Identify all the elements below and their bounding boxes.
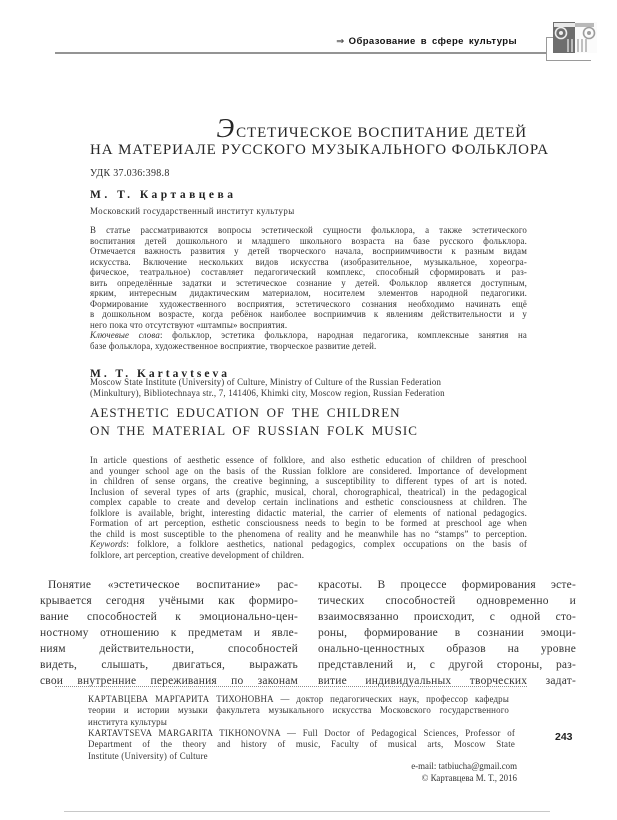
author-bio-en — [88, 728, 515, 762]
author-bio-en-last-line: Institute (University) of Culture — [88, 750, 208, 761]
keywords-ru — [90, 330, 527, 341]
text-line: витие индивидуальных творческих задат- — [318, 675, 576, 687]
text-line: ярким, интересным дидактическим материалом, носителем элементов народной педагогики. — [90, 288, 527, 298]
author-name-ru: М. Т. Картавцева — [90, 189, 237, 201]
text-line: воспитания детей дошкольного и младшего школьного возраста на базе русского фольклора. — [90, 235, 527, 246]
text-line: красоты. В процессе формирования эсте- — [318, 579, 576, 591]
copyright-line: © Картавцева М. Т., 2016 — [421, 773, 517, 783]
text-line: Inclusion of several types of arts (graphic, musical, choral, chorographical, theatrical) in the pedagogical — [90, 486, 527, 497]
text-line: ностному отношению к предметам и явле- — [40, 627, 298, 639]
bottom-rule — [64, 811, 550, 812]
text-line: and younger school age on the basis of the Russian folklore are considered. Importance of development — [90, 465, 527, 476]
text-line: онально-ценностных образов на уровне — [318, 643, 576, 655]
ionic-column-icon — [553, 22, 597, 56]
footer-divider — [55, 686, 527, 687]
text-line: в дошкольном возрасте, когда ребёнок наиболее восприимчив к явлениям действительности и у — [90, 309, 527, 319]
keywords-label-ru: Ключевые слова — [90, 330, 160, 340]
text-line: (Minkultury), Bibliotechnaya str., 7, 141406, Khimki city, Moscow region, Russian Federation — [90, 388, 445, 398]
text-line: КАРТАВЦЕВА МАРГАРИТА ТИХОНОВНА — доктор педагогических наук, профессор кафедры — [88, 694, 509, 704]
keywords-tail-en: : folklore, a folklore aesthetics, national pedagogics, complex occupations on the basis of — [126, 539, 527, 549]
text-line: Formation of art perception, esthetic consciousness needs to begin to be formed at preschool age when — [90, 518, 527, 528]
abstract-ru-lines — [90, 225, 527, 320]
title-en-line-1: AESTHETIC EDUCATION OF THE CHILDREN — [90, 405, 401, 420]
body-column-right — [318, 577, 576, 689]
author-bio-ru — [88, 694, 509, 728]
section-label: Образование в сфере культуры — [348, 36, 517, 47]
affiliation-ru: Московский государственный институт культуры — [90, 206, 295, 216]
article-title-ru — [90, 113, 549, 161]
text-line: Отмечается важность развития у детей творческого начала, восприимчивости к разным видам — [90, 246, 527, 256]
text-line: ниям действительности, способностей — [40, 643, 298, 655]
text-line: крывается сегодня учёными как формиро- — [40, 595, 298, 607]
text-line: свои внутренние переживания по законам — [40, 675, 298, 687]
header-rule — [55, 52, 546, 54]
text-line: Moscow State Institute (University) of Culture, Ministry of Culture of the Russian Federation — [90, 377, 442, 387]
text-line: folklore is available, bright, interesting didactic material, the carrier of elements of national pedagogics. — [90, 507, 527, 518]
text-line: роны, формирование в сознании эмоци- — [318, 627, 576, 639]
text-line: Понятие «эстетическое воспитание» рас- — [48, 579, 298, 591]
email-line: e-mail: tatbiucha@gmail.com — [411, 761, 517, 771]
abstract-ru-last-line: него пока что отсутствуют «штампы» восприятия. — [90, 319, 288, 330]
keywords-label-en: Keywords — [90, 539, 127, 549]
page-number: 243 — [555, 731, 573, 743]
icon-frame-step-bottom — [546, 60, 591, 61]
text-line: In article questions of aesthetic essence of folklore, and also esthetic education of children of preschool — [90, 455, 527, 465]
author-name-en: M. T. Kartavtseva — [90, 368, 231, 380]
text-line: complex capable to create and develop certain inclinations and esthetic consciousness at children. The — [90, 497, 527, 507]
title-en-line-2: ON THE MATERIAL OF RUSSIAN FOLK MUSIC — [90, 423, 418, 438]
abstract-en-lines — [90, 455, 527, 539]
title-line-1 — [90, 113, 527, 143]
author-bio-ru-lines — [88, 694, 509, 717]
text-line: in children of sense organs, the creative beginning, a susceptibility to different types of art is noted. — [90, 476, 527, 486]
section-arrow-icon: ⇒ — [336, 36, 345, 47]
icon-frame-vline — [546, 37, 547, 61]
title-line-2: НА МАТЕРИАЛЕ РУССКОГО МУЗЫКАЛЬНОГО ФОЛЬКЛОРА — [90, 142, 549, 158]
text-line: the child is most susceptible to the phenomena of reality and he meanwhile has no “stamps” to perception. — [90, 528, 527, 539]
text-line: вить определённые задатки и эстетическое сознание у детей. Фольклор является доступным, — [90, 277, 527, 288]
keywords-tail-ru: : фольклор, эстетика фольклора, народная педагогика, комплексные занятия на — [159, 330, 527, 340]
text-line: фическое, театральное) составляет педагогический комплекс, способный сформировать и раз- — [90, 267, 527, 277]
text-line: взаимосвязанно происходит, с одной сто- — [318, 611, 576, 623]
body-column-left — [40, 577, 298, 689]
text-line: вание способностей к эмоционально-цен- — [40, 611, 298, 623]
text-line: представлений и, с другой стороны, раз- — [318, 659, 576, 671]
text-line: В статье рассматриваются вопросы эстетической сущности фольклора, а также эстетического — [90, 225, 527, 235]
abstract-en — [90, 455, 527, 560]
article-title-en — [90, 404, 418, 440]
keywords-en-last-line: folklore, art perception, creative development of children. — [90, 549, 305, 560]
text-line: видеть, слышать, двигаться, выражать — [40, 659, 298, 671]
author-bio-ru-last-line: института культуры — [88, 716, 167, 727]
keywords-ru-last-line: базе фольклора, художественное восприятие, творческое развитие детей. — [90, 340, 377, 351]
keywords-en — [90, 539, 527, 550]
text-line: тических способностей одновременно и — [318, 595, 576, 607]
author-bio-en-lines — [88, 728, 515, 751]
affiliation-en — [90, 377, 527, 399]
text-line: Формирование художественного восприятия, эстетического сознания необходимо начинать ещё — [90, 298, 527, 309]
text-line: искусства. Включение нескольких видов искусства (изобразительное, музыкальное, хореогра- — [90, 256, 527, 267]
title-line-1-text: СТЕТИЧЕСКОЕ ВОСПИТАНИЕ ДЕТЕЙ — [236, 125, 527, 141]
text-line: Department of the theory and history of music, Faculty of musical arts, Moscow State — [88, 739, 515, 750]
text-line: теории и истории музыки факультета музыкального искусства Московского государственного — [88, 705, 509, 716]
udc-number: УДК 37.036:398.8 — [90, 168, 170, 179]
title-initial: Э — [216, 113, 236, 143]
text-line: KARTAVTSEVA MARGARITA TIKHONOVNA — Full Doctor of Pedagogical Sciences, Professor of — [88, 728, 515, 738]
running-head — [336, 36, 517, 47]
abstract-ru — [90, 225, 527, 351]
